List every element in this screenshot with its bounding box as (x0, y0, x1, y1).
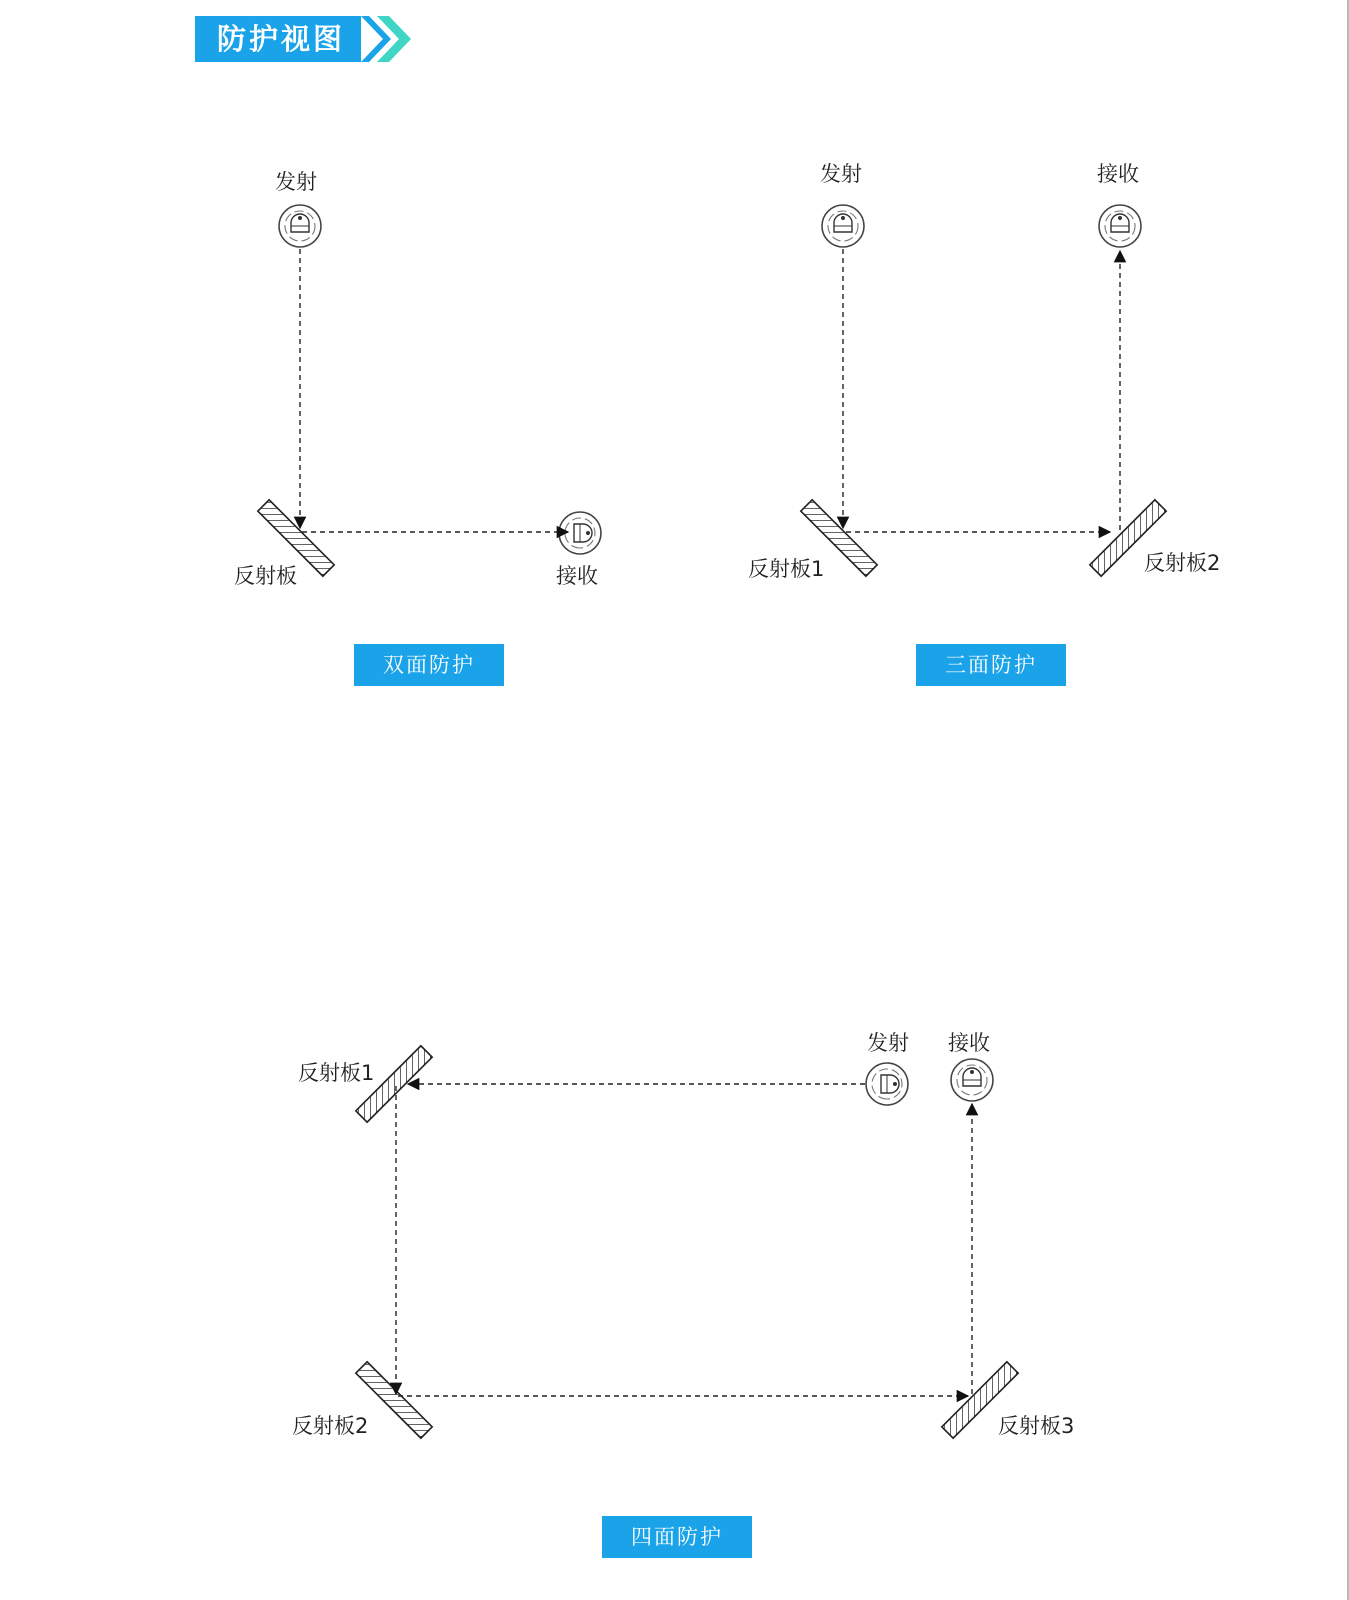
transmitter-icon (822, 205, 864, 247)
receive-label: 接收 (948, 1031, 990, 1055)
receive-label: 接收 (1097, 162, 1139, 186)
receiver-icon (1099, 205, 1141, 247)
mode-badge-three-sided: 三面防护 (916, 644, 1066, 686)
receiver-icon (559, 512, 601, 554)
transmit-label: 发射 (275, 170, 317, 194)
mode-badge-four-sided: 四面防护 (602, 1516, 752, 1558)
reflector-label: 反射板 (234, 564, 297, 588)
diagram-four-sided (356, 1046, 1018, 1438)
reflector-2-label: 反射板2 (292, 1414, 369, 1438)
transmit-label: 发射 (820, 162, 862, 186)
reflector-2-label: 反射板2 (1144, 551, 1221, 575)
reflector-3-label: 反射板3 (998, 1414, 1075, 1438)
transmit-label: 发射 (867, 1031, 909, 1055)
transmitter-icon (279, 205, 321, 247)
page-title: 防护视图 (217, 22, 346, 56)
diagram-two-sided (258, 205, 601, 576)
diagram-three-sided (801, 205, 1166, 576)
transmitter-icon (866, 1063, 908, 1105)
reflector-1-label: 反射板1 (298, 1061, 375, 1085)
receive-label: 接收 (556, 564, 598, 588)
reflector-1-label: 反射板1 (748, 557, 825, 581)
receiver-icon (951, 1059, 993, 1101)
mode-badge-two-sided: 双面防护 (354, 644, 504, 686)
